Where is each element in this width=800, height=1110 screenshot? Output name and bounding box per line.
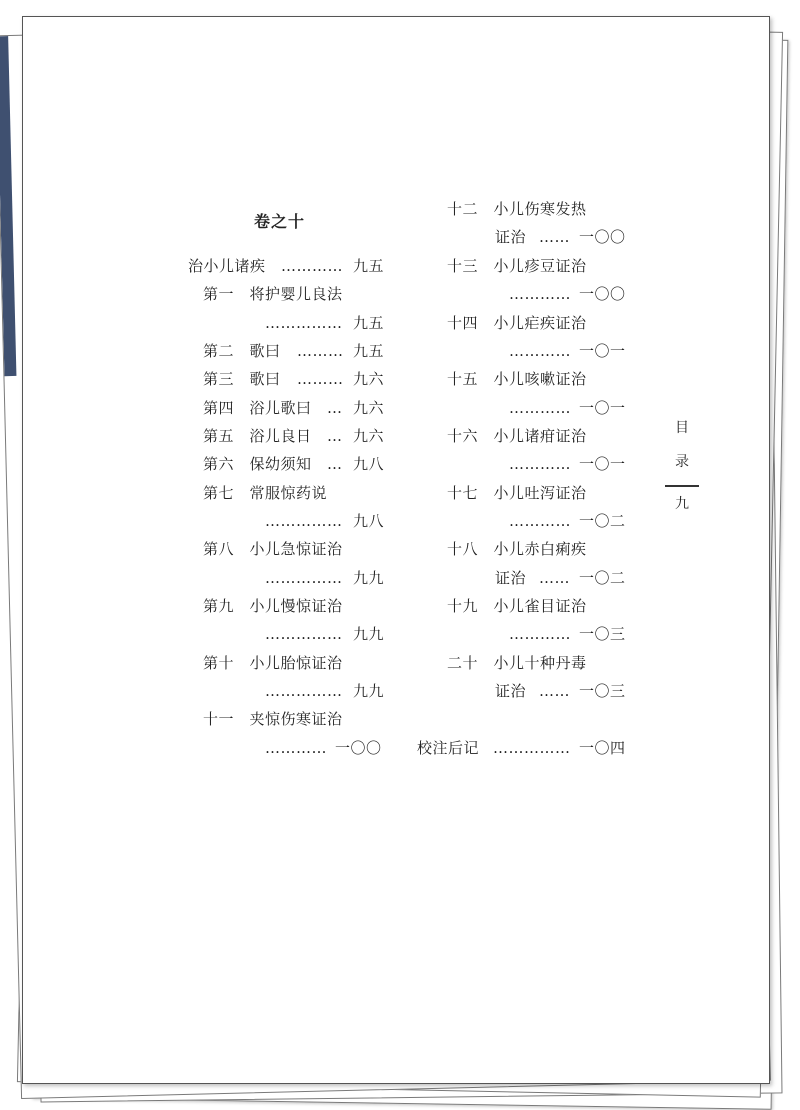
toc-leader: ………… [509, 512, 571, 530]
toc-entry-text: 第三 歌曰 [203, 370, 281, 388]
toc-page-number: 九九 [353, 569, 385, 587]
toc-page-number: 九六 [353, 399, 385, 417]
toc-entry-text: 第八 小儿急惊证治 [203, 540, 343, 558]
toc-page-number: 九五 [353, 342, 385, 360]
toc-page-number: 一〇〇 [579, 285, 626, 303]
toc-page [22, 16, 770, 1084]
toc-entry-text: 第七 常服惊药说 [203, 484, 328, 502]
toc-leader: …………… [265, 569, 343, 587]
side-label-divider [665, 485, 699, 487]
toc-leader: ………… [509, 399, 571, 417]
toc-page-number: 九九 [353, 682, 385, 700]
toc-entry-text: 第五 浴儿良日 [203, 427, 312, 445]
toc-entry-text: 第一 将护婴儿良法 [203, 285, 343, 303]
toc-leader: ……… [297, 370, 344, 388]
toc-leader: …………… [493, 739, 571, 757]
toc-leader: …… [539, 228, 570, 246]
toc-page-number: 一〇〇 [335, 739, 382, 757]
toc-entry-text: 第二 歌曰 [203, 342, 281, 360]
toc-page-number: 一〇三 [579, 682, 626, 700]
toc-page-number: 一〇〇 [579, 228, 626, 246]
toc-entry-text: 十三 小儿疹豆证治 [447, 257, 587, 275]
toc-leader: …………… [265, 682, 343, 700]
toc-entry-text: 证治 [495, 682, 527, 700]
toc-entry-text: 十八 小儿赤白痢疾 [447, 540, 587, 558]
toc-leader: … [327, 399, 343, 417]
toc-entry-text: 十二 小儿伤寒发热 [447, 200, 587, 218]
toc-leader: ………… [265, 739, 327, 757]
toc-leader: …………… [265, 625, 343, 643]
toc-leader: ………… [509, 625, 571, 643]
cover-edge-navy [0, 36, 16, 376]
toc-entry-text: 十六 小儿诸疳证治 [447, 427, 587, 445]
toc-entry-text: 十七 小儿吐泻证治 [447, 484, 587, 502]
toc-page-number: 一〇二 [579, 512, 626, 530]
toc-entry-text: 第九 小儿慢惊证治 [203, 597, 343, 615]
toc-page-number: 九六 [353, 370, 385, 388]
toc-page-number: 一〇一 [579, 342, 626, 360]
toc-page-number: 一〇一 [579, 399, 626, 417]
toc-page-number: 九八 [353, 455, 385, 473]
toc-leader: ………… [509, 285, 571, 303]
side-label-char: 目 [675, 420, 689, 436]
toc-entry-text: 证治 [495, 228, 527, 246]
toc-page-number: 九五 [353, 257, 385, 275]
toc-entry-text: 第四 浴儿歌曰 [203, 399, 312, 417]
toc-entry-text: 校注后记 [417, 739, 480, 757]
toc-page-number: 一〇四 [579, 739, 626, 757]
toc-leader: … [327, 427, 343, 445]
toc-entry-text: 十四 小儿疟疾证治 [447, 314, 587, 332]
toc-entry-text: 治小儿诸疾 [188, 257, 266, 275]
toc-page-number: 九八 [353, 512, 385, 530]
toc-page-number: 九六 [353, 427, 385, 445]
side-label-char: 录 [675, 454, 689, 470]
toc-entry-text: 十一 夹惊伤寒证治 [203, 710, 343, 728]
toc-leader: …… [539, 682, 570, 700]
toc-entry-text: 二十 小儿十种丹毒 [447, 654, 587, 672]
toc-leader: …………… [265, 314, 343, 332]
page-number: 九 [675, 496, 689, 512]
toc-entry-text: 证治 [495, 569, 527, 587]
toc-entry-text: 第六 保幼须知 [203, 455, 312, 473]
toc-page-number: 九五 [353, 314, 385, 332]
volume-title: 卷之十 [254, 212, 306, 231]
toc-entry-text: 十九 小儿雀目证治 [447, 597, 587, 615]
toc-leader: ………… [509, 342, 571, 360]
toc-page-number: 一〇二 [579, 569, 626, 587]
toc-leader: ……… [297, 342, 344, 360]
section-side-label [665, 417, 699, 527]
toc-leader: …… [539, 569, 570, 587]
toc-page-number: 一〇一 [579, 455, 626, 473]
toc-entry-text: 十五 小儿咳嗽证治 [447, 370, 587, 388]
toc-entry-text: 第十 小儿胎惊证治 [203, 654, 343, 672]
toc-leader: …………… [265, 512, 343, 530]
toc-page-number: 九九 [353, 625, 385, 643]
toc-leader: ………… [281, 257, 343, 275]
toc-page-number: 一〇三 [579, 625, 626, 643]
toc-leader: … [327, 455, 343, 473]
toc-leader: ………… [509, 455, 571, 473]
